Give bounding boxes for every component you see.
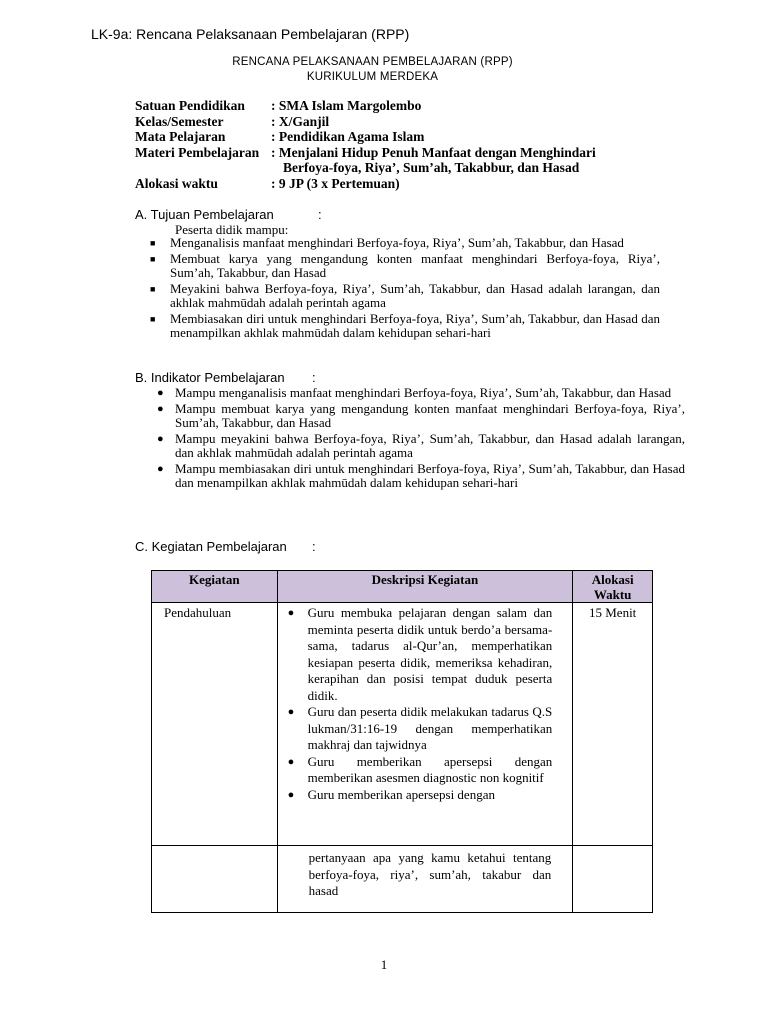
round-bullet-icon: ●: [287, 788, 295, 801]
identity-value: : Menjalani Hidup Penuh Manfaat dengan Menghindari: [271, 144, 596, 160]
list-item: ■ Membuat karya yang mengandung konten manfaat menghindari Berfoya-foya, Riya’, Sum’ah, Takabbur, dan Hasad: [150, 250, 660, 280]
cell-deskripsi: [277, 603, 573, 846]
round-bullet-icon: ●: [157, 402, 164, 415]
list-item: ● Guru membuka pelajaran dengan salam dan meminta peserta didik untuk berdo’a bersama-sama, tadarus al-Qur’an, memperhatikan kesiapan peserta didik, memeriksa kehadiran, kerapihan dan posisi tempat duduk peserta didik.: [287, 605, 553, 703]
list-item: ● Guru memberikan apersepsi dengan: [287, 786, 495, 802]
list-item: ■ Membiasakan diri untuk menghindari Berfoya-foya, Riya’, Sum’ah, Takabbur, dan Hasad dan menampilkan akhlak mahmūdah dalam kehidupan sehari-hari: [150, 310, 660, 340]
identity-value: : SMA Islam Margolembo: [271, 98, 422, 113]
description-continuation: pertanyaan apa yang kamu ketahui tentang berfoya-foya, riya’, sum’ah, takabur dan hasad: [308, 850, 552, 898]
list-item: ● Mampu menganalisis manfaat menghindari Berfoya-foya, Riya’, Sum’ah, Takabbur, dan Hasad: [157, 385, 672, 400]
document-subtitle: KURIKULUM MERDEKA: [306, 71, 439, 83]
identity-label: Alokasi waktu: [135, 175, 218, 191]
section-c-title: C. Kegiatan Pembelajaran: [135, 539, 287, 554]
identity-label: Satuan Pendidikan: [135, 98, 245, 113]
square-bullet-icon: ■: [150, 238, 156, 248]
identity-block: [135, 98, 651, 191]
description-list: [286, 605, 553, 803]
list-item: ● Guru memberikan apersepsi dengan memberikan asesmen diagnostic non kognitif: [287, 753, 553, 785]
identity-value: : 9 JP (3 x Pertemuan): [271, 175, 400, 191]
identity-row: [135, 145, 651, 161]
identity-value: : X/Ganjil: [271, 113, 330, 129]
identity-value: : Pendidikan Agama Islam: [271, 129, 425, 144]
round-bullet-icon: ●: [287, 607, 295, 619]
cell-kegiatan: Pendahuluan: [152, 603, 278, 846]
identity-row: [135, 98, 651, 114]
header-kegiatan: Kegiatan: [152, 571, 278, 603]
section-a-title: A. Tujuan Pembelajaran: [135, 207, 274, 222]
section-a-heading: [135, 207, 322, 222]
list-item: ■ Menganalisis manfaat menghindari Berfoya-foya, Riya’, Sum’ah, Takabbur, dan Hasad: [150, 235, 624, 250]
section-a-intro: Peserta didik mampu:: [175, 222, 289, 237]
round-bullet-icon: ●: [157, 432, 164, 445]
square-bullet-icon: ■: [150, 283, 156, 294]
page-number: 1: [380, 957, 388, 972]
header-deskripsi: Deskripsi Kegiatan: [277, 571, 573, 603]
identity-row: [135, 114, 651, 130]
square-bullet-icon: ■: [150, 253, 156, 264]
round-bullet-icon: ●: [287, 706, 295, 718]
list-item: ● Mampu membuat karya yang mengandung konten manfaat menghindari Berfoya-foya, Riya’, Sum’ah, Takabbur, dan Hasad: [157, 400, 685, 430]
section-c-heading: [135, 539, 316, 554]
worksheet-label: LK-9a: Rencana Pelaksanaan Pembelajaran (RPP): [91, 26, 410, 42]
identity-value-continued: Berfoya-foya, Riya’, Sum’ah, Takabbur, dan Hasad: [283, 160, 580, 175]
document-title: RENCANA PELAKSANAAN PEMBELAJARAN (RPP): [232, 56, 513, 68]
table-row: [152, 603, 653, 846]
list-item: ● Mampu membiasakan diri untuk menghindari Berfoya-foya, Riya’, Sum’ah, Takabbur, dan Hasad dan menampilkan akhlak mahmūdah dalam kehidupan sehari-hari: [157, 460, 685, 490]
objectives-list: [150, 236, 660, 342]
activities-table: [151, 570, 653, 913]
indicators-list: [155, 386, 685, 492]
identity-row: [135, 176, 651, 192]
section-c-colon: :: [312, 539, 316, 554]
identity-row: [135, 129, 651, 145]
section-a-colon: :: [318, 207, 322, 222]
round-bullet-icon: ●: [287, 755, 295, 768]
cell-alokasi-empty: [573, 846, 653, 913]
list-item: ● Guru dan peserta didik melakukan tadarus Q.S lukman/31:16-19 dengan memperhatikan makhraj dan tajwidnya: [287, 704, 553, 752]
cell-deskripsi-continued: [277, 846, 573, 913]
round-bullet-icon: ●: [157, 387, 164, 399]
section-b-title: B. Indikator Pembelajaran: [135, 370, 285, 385]
list-item: ● Mampu meyakini bahwa Berfoya-foya, Riya’, Sum’ah, Takabbur, dan Hasad adalah larangan, dan akhlak mahmūdah adalah perintah agama: [157, 430, 685, 460]
table-row: [152, 846, 653, 913]
table-header-row: [152, 571, 653, 603]
section-b-heading: [135, 370, 316, 385]
identity-label: Mata Pelajaran: [135, 129, 226, 144]
section-b-colon: :: [312, 370, 316, 385]
identity-label: Materi Pembelajaran: [135, 144, 260, 160]
list-item: ■ Meyakini bahwa Berfoya-foya, Riya’, Sum’ah, Takabbur, dan Hasad adalah larangan, dan akhlak mahmūdah adalah perintah agama: [150, 280, 660, 310]
cell-kegiatan-empty: [152, 846, 278, 913]
cell-alokasi: 15 Menit: [573, 603, 653, 846]
square-bullet-icon: ■: [150, 313, 156, 324]
identity-label: Kelas/Semester: [135, 113, 224, 129]
header-alokasi: Alokasi Waktu: [573, 571, 653, 603]
round-bullet-icon: ●: [157, 462, 164, 475]
